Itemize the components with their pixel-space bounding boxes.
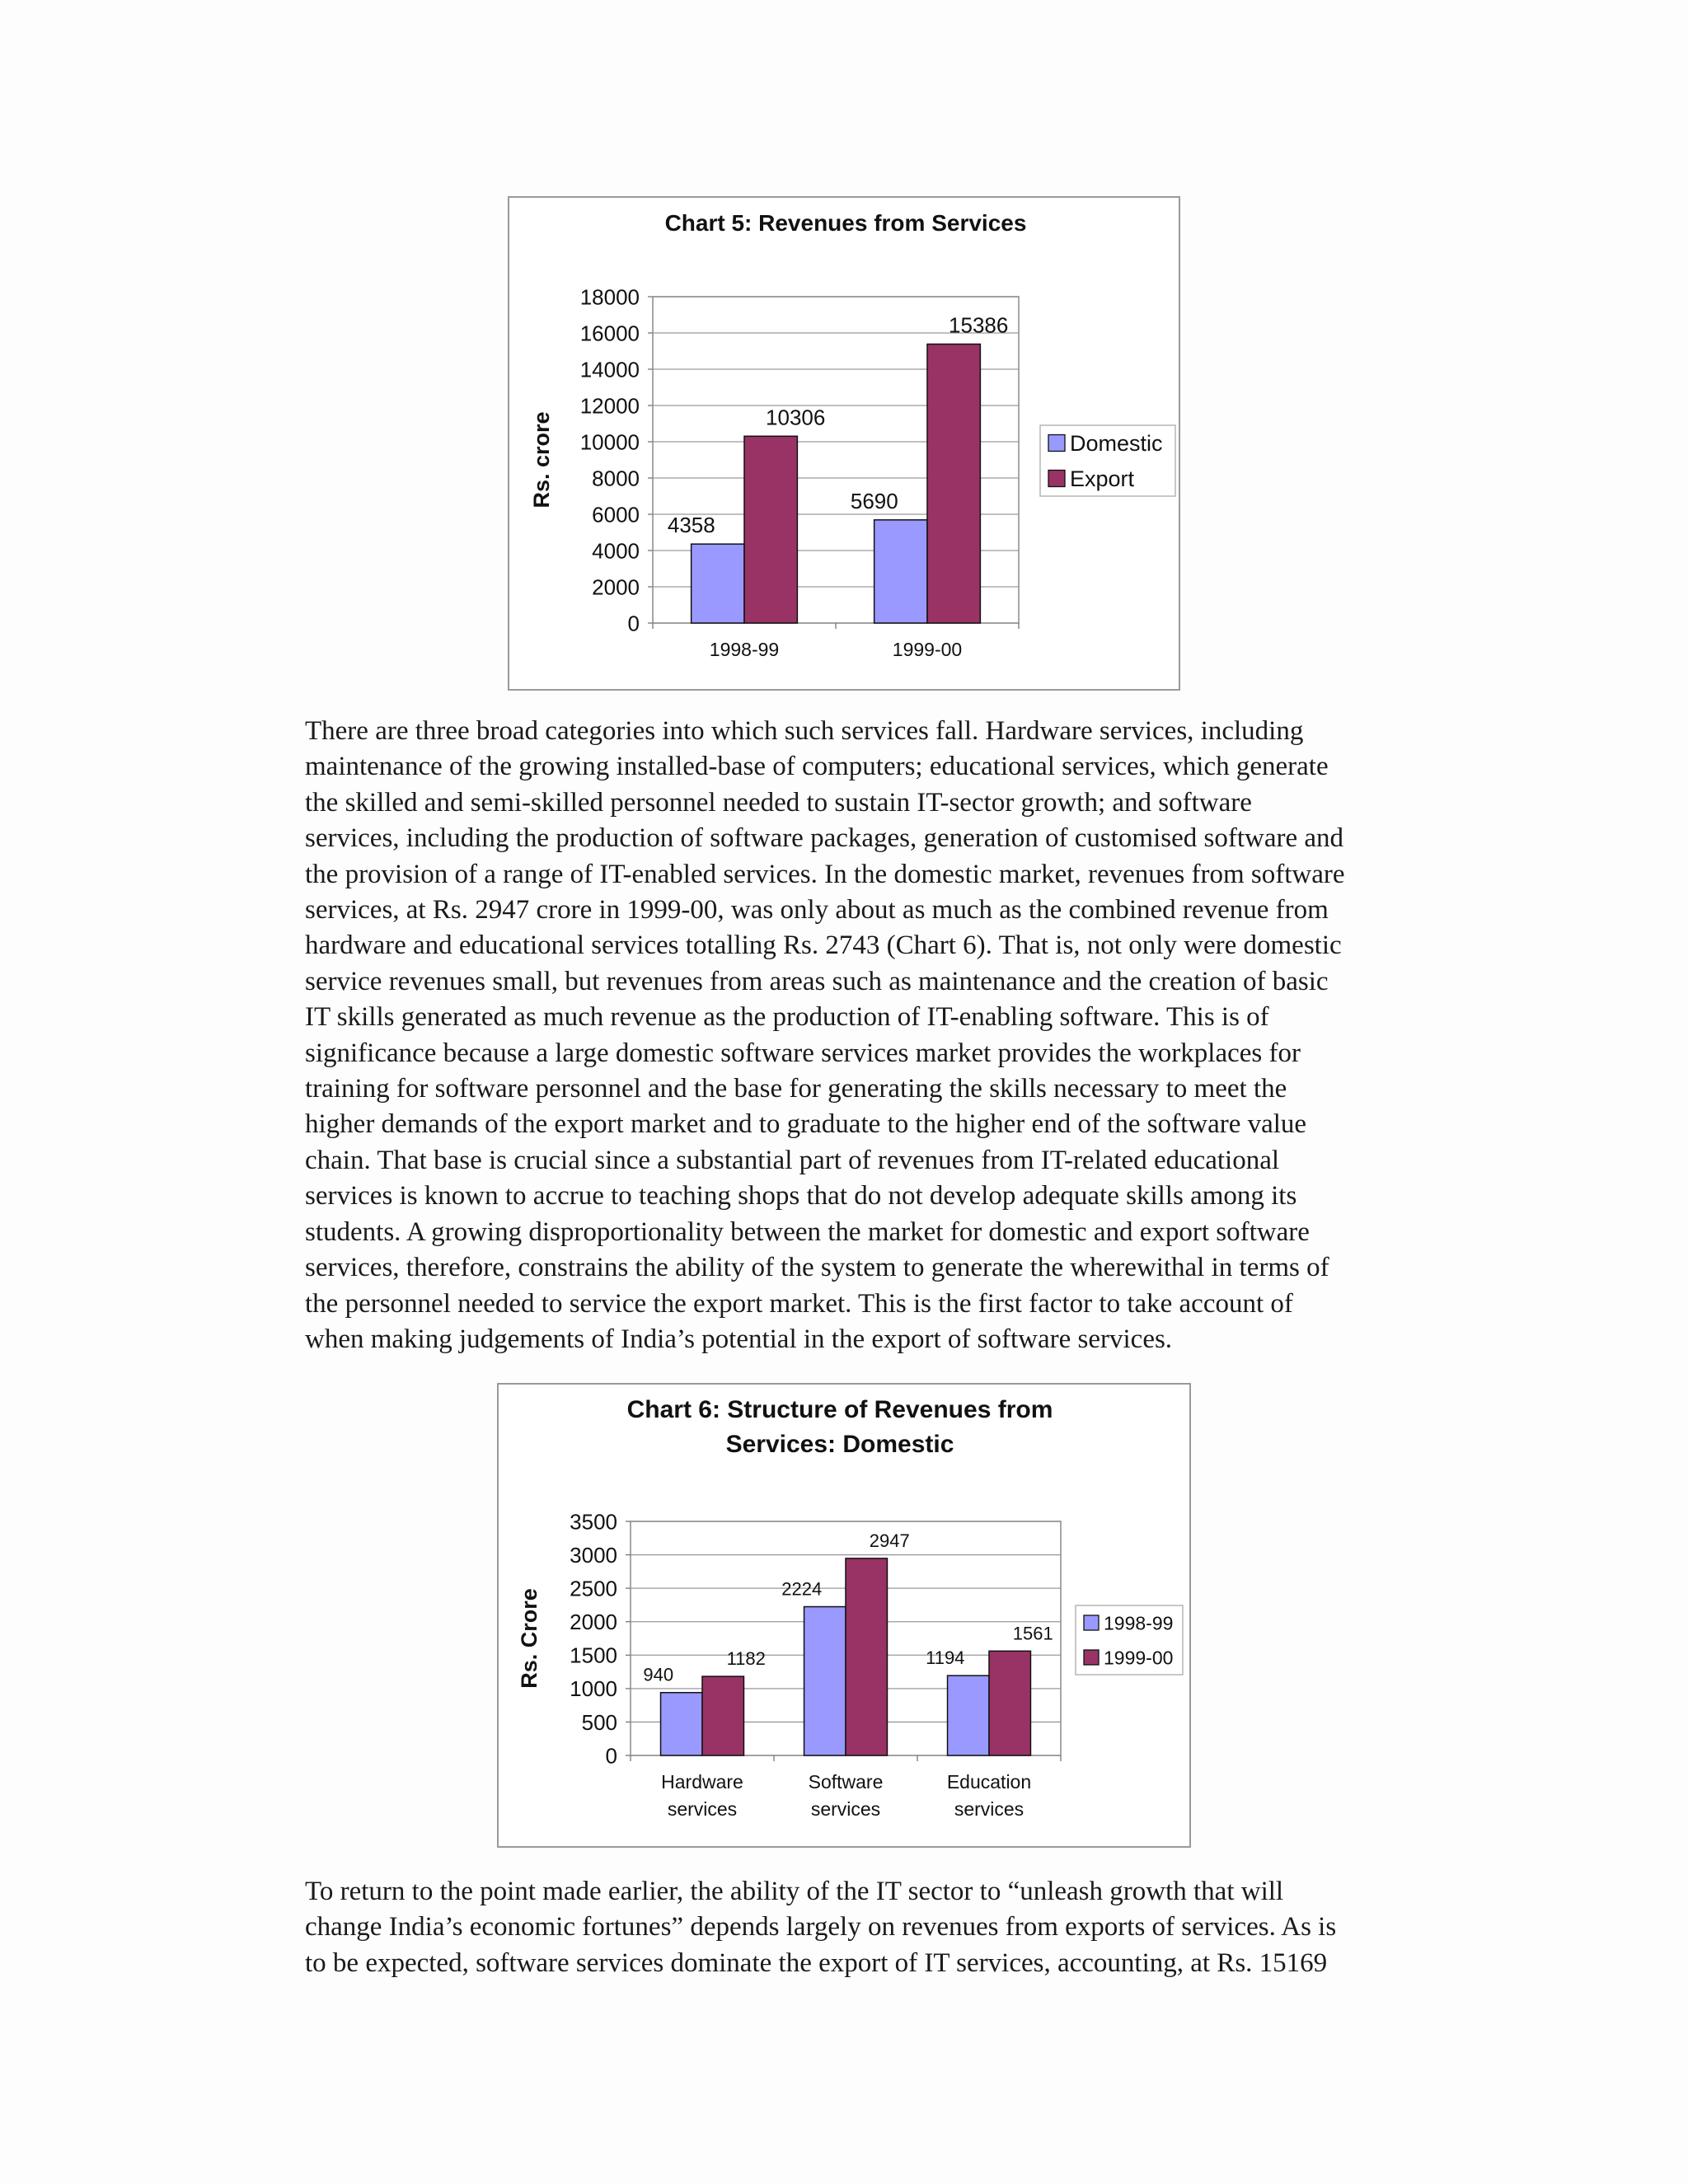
y-tick-label: 1500 <box>570 1643 617 1668</box>
y-axis-label: Rs. Crore <box>517 1588 542 1689</box>
y-tick-label: 18000 <box>579 284 640 310</box>
paragraph-line: services, at Rs. 2947 crore in 1999-00, was only about as much as the combined revenue from <box>305 895 1329 926</box>
paragraph-line: hardware and educational services totalling Rs. 2743 (Chart 6). That is, not only were domestic <box>305 930 1342 961</box>
y-tick-label: 14000 <box>579 357 640 382</box>
y-tick-label: 500 <box>581 1709 617 1735</box>
data-label: 15386 <box>949 312 1009 338</box>
x-tick-label: services <box>810 1798 881 1820</box>
bar-domestic <box>692 544 744 623</box>
data-label: 940 <box>643 1664 674 1685</box>
x-tick-label: Hardware <box>661 1771 743 1793</box>
bar-1998-99 <box>661 1693 702 1755</box>
paragraph-line: higher demands of the export market and to graduate to the higher end of the software value <box>305 1109 1307 1140</box>
paragraph-line: services is known to accrue to teaching shops that do not develop adequate skills among its <box>305 1181 1297 1212</box>
legend-swatch <box>1048 471 1065 487</box>
legend-label: Export <box>1070 466 1135 492</box>
paragraph-line: the provision of a range of IT-enabled services. In the domestic market, revenues from software <box>305 859 1345 889</box>
bar-1998-99 <box>948 1675 989 1755</box>
legend-label: 1999-00 <box>1104 1647 1174 1669</box>
data-label: 1194 <box>926 1647 965 1669</box>
x-tick-label: 1998-99 <box>709 639 780 660</box>
y-tick-label: 1000 <box>570 1676 617 1702</box>
chart-title: Services: Domestic <box>725 1431 954 1458</box>
legend-label: Domestic <box>1070 431 1163 457</box>
legend-swatch <box>1084 1615 1099 1630</box>
paragraph-2 <box>305 1874 1401 1981</box>
legend-swatch <box>1084 1650 1099 1665</box>
y-tick-label: 4000 <box>592 538 640 564</box>
paragraph-line: significance because a large domestic software services market provides the workplaces for <box>305 1038 1301 1068</box>
paragraph-line: chain. That base is crucial since a substantial part of revenues from IT-related educational <box>305 1145 1280 1175</box>
chart-6-svg <box>499 1385 1193 1849</box>
y-tick-label: 2500 <box>570 1576 617 1601</box>
x-tick-label: Education <box>946 1771 1032 1793</box>
bar-1999-00 <box>702 1676 743 1755</box>
y-tick-label: 10000 <box>579 429 640 455</box>
paragraph-line: IT skills generated as much revenue as the production of IT-enabling software. This is of <box>305 1002 1269 1033</box>
chart-5-svg <box>509 198 1182 692</box>
paragraph-line: training for software personnel and the base for generating the skills necessary to meet the <box>305 1074 1287 1104</box>
chart-title: Chart 6: Structure of Revenues from <box>626 1396 1053 1423</box>
paragraph-line: To return to the point made earlier, the ability of the IT sector to “unleash growth that will <box>305 1877 1284 1906</box>
paragraph-line: the personnel needed to service the export market. This is the first factor to take account of <box>305 1288 1293 1319</box>
y-tick-label: 3000 <box>570 1542 617 1568</box>
data-label: 10306 <box>766 405 826 430</box>
y-tick-label: 2000 <box>570 1610 617 1635</box>
bar-domestic <box>874 520 927 623</box>
y-tick-label: 12000 <box>579 393 640 419</box>
legend-swatch <box>1048 435 1065 452</box>
y-axis-label: Rs. crore <box>529 411 554 509</box>
chart-5 <box>508 196 1180 691</box>
y-tick-label: 0 <box>605 1743 617 1769</box>
paragraph-line: when making judgements of India’s potential in the export of software services. <box>305 1324 1173 1354</box>
y-tick-label: 6000 <box>592 502 640 527</box>
bar-export <box>744 436 797 623</box>
paragraph-line: services, therefore, constrains the ability of the system to generate the wherewithal in terms of <box>305 1253 1329 1283</box>
data-label: 1182 <box>726 1648 766 1670</box>
paragraph-line: services, including the production of software packages, generation of customised software and <box>305 823 1344 854</box>
y-tick-label: 3500 <box>570 1509 617 1535</box>
y-tick-label: 0 <box>627 611 640 636</box>
bar-1999-00 <box>846 1558 887 1755</box>
paragraph-1 <box>305 714 1401 1357</box>
paragraph-line: to be expected, software services dominate the export of IT services, accounting, at Rs. 15169 <box>305 1947 1328 1978</box>
paragraph-line: maintenance of the growing installed-base of computers; educational services, which generate <box>305 752 1329 782</box>
data-label: 5690 <box>850 488 898 513</box>
y-tick-label: 16000 <box>579 321 640 346</box>
x-tick-label: services <box>954 1798 1025 1820</box>
x-tick-label: services <box>667 1798 738 1820</box>
paragraph-line: students. A growing disproportionality between the market for domestic and export software <box>305 1216 1310 1247</box>
paragraph-line: the skilled and semi-skilled personnel needed to sustain IT-sector growth; and software <box>305 787 1252 818</box>
chart-6 <box>497 1383 1191 1848</box>
data-label: 2224 <box>781 1578 823 1600</box>
data-label: 4358 <box>667 513 715 538</box>
x-tick-label: 1999-00 <box>892 639 963 660</box>
data-label: 1561 <box>1012 1623 1053 1644</box>
paragraph-line: service revenues small, but revenues from areas such as maintenance and the creation of basic <box>305 966 1329 996</box>
paragraph-line: change India’s economic fortunes” depends largely on revenues from exports of services. As is <box>305 1912 1337 1943</box>
chart-title: Chart 5: Revenues from Services <box>664 210 1027 236</box>
x-tick-label: Software <box>808 1771 884 1793</box>
bar-1999-00 <box>989 1651 1030 1755</box>
y-tick-label: 8000 <box>592 466 640 491</box>
data-label: 2947 <box>869 1530 910 1551</box>
bar-1998-99 <box>804 1607 846 1755</box>
y-tick-label: 2000 <box>592 574 640 600</box>
legend-label: 1998-99 <box>1104 1612 1174 1634</box>
bar-export <box>927 344 980 623</box>
paragraph-line: There are three broad categories into which such services fall. Hardware services, including <box>305 716 1304 746</box>
